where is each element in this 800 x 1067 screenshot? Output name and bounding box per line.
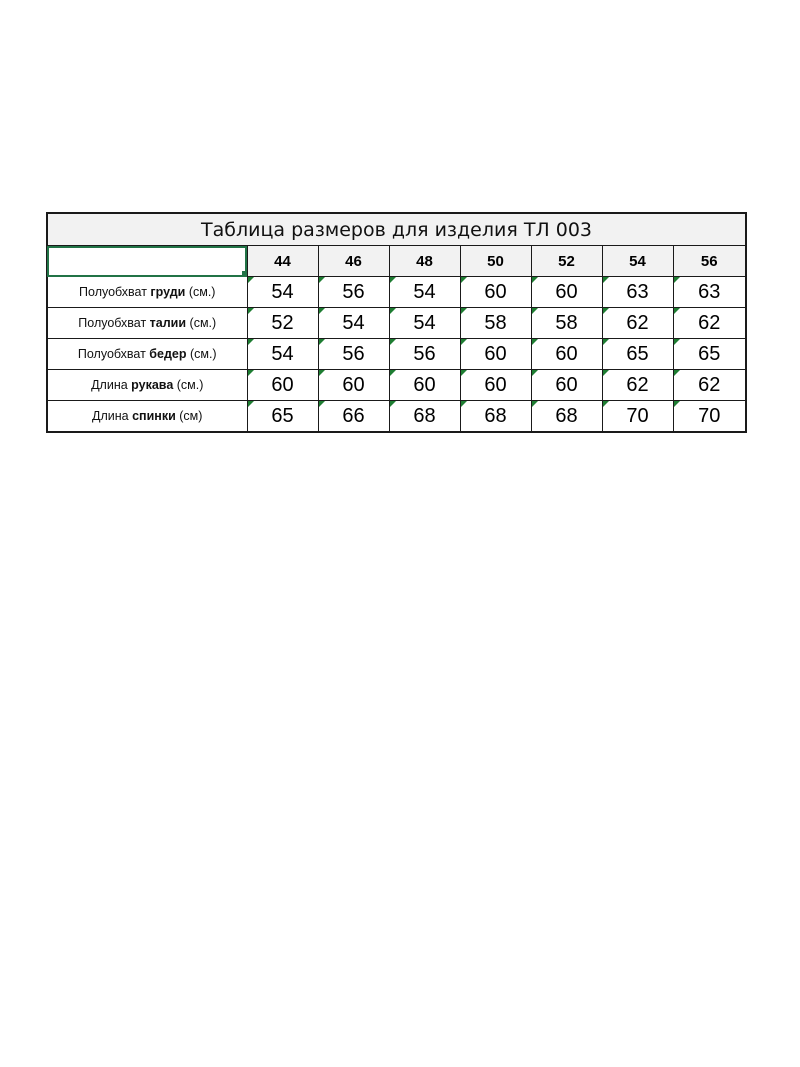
value-text: 62 <box>698 373 721 396</box>
value-cell[interactable] <box>247 401 318 433</box>
value-text: 60 <box>413 373 436 396</box>
value-text: 56 <box>342 280 365 303</box>
value-text: 62 <box>626 311 649 334</box>
number-as-text-warning-icon <box>674 277 680 283</box>
table-row <box>47 339 746 370</box>
value-cell[interactable] <box>673 277 746 308</box>
value-cell[interactable] <box>460 339 531 370</box>
value-cell[interactable] <box>389 277 460 308</box>
number-as-text-warning-icon <box>319 370 325 376</box>
label-unit: (см.) <box>186 316 217 330</box>
label-unit: (см.) <box>173 378 204 392</box>
size-header-cell[interactable]: 44 <box>247 246 318 277</box>
label-prefix: Полуобхват <box>79 285 151 299</box>
table-row <box>47 401 746 433</box>
value-cell[interactable] <box>602 401 673 433</box>
number-as-text-warning-icon <box>248 277 254 283</box>
value-cell[interactable] <box>602 339 673 370</box>
value-cell[interactable] <box>247 308 318 339</box>
number-as-text-warning-icon <box>603 308 609 314</box>
value-text: 60 <box>484 342 507 365</box>
value-text: 60 <box>342 373 365 396</box>
label-unit: (см) <box>175 409 203 423</box>
number-as-text-warning-icon <box>674 370 680 376</box>
number-as-text-warning-icon <box>603 401 609 407</box>
value-text: 62 <box>698 311 721 334</box>
number-as-text-warning-icon <box>390 308 396 314</box>
value-text: 60 <box>555 373 578 396</box>
number-as-text-warning-icon <box>603 370 609 376</box>
value-cell[interactable] <box>318 401 389 433</box>
number-as-text-warning-icon <box>390 370 396 376</box>
number-as-text-warning-icon <box>461 339 467 345</box>
size-header-cell[interactable]: 46 <box>318 246 389 277</box>
value-text: 56 <box>413 342 436 365</box>
value-cell[interactable] <box>318 370 389 401</box>
label-prefix: Длина <box>91 378 132 392</box>
number-as-text-warning-icon <box>674 339 680 345</box>
number-as-text-warning-icon <box>461 370 467 376</box>
value-text: 58 <box>555 311 578 334</box>
value-text: 60 <box>555 342 578 365</box>
value-cell[interactable] <box>460 401 531 433</box>
size-header-cell[interactable]: 56 <box>673 246 746 277</box>
value-text: 54 <box>413 311 436 334</box>
value-text: 65 <box>698 342 721 365</box>
value-cell[interactable] <box>602 277 673 308</box>
value-text: 56 <box>342 342 365 365</box>
value-cell[interactable] <box>318 308 389 339</box>
number-as-text-warning-icon <box>461 277 467 283</box>
measurement-label-cell[interactable] <box>47 401 247 433</box>
table-row <box>47 277 746 308</box>
value-cell[interactable] <box>247 370 318 401</box>
number-as-text-warning-icon <box>390 277 396 283</box>
number-as-text-warning-icon <box>603 339 609 345</box>
number-as-text-warning-icon <box>390 401 396 407</box>
value-text: 54 <box>413 280 436 303</box>
value-text: 52 <box>271 311 294 334</box>
number-as-text-warning-icon <box>603 277 609 283</box>
value-text: 54 <box>271 342 294 365</box>
value-cell[interactable] <box>602 370 673 401</box>
value-cell[interactable] <box>531 370 602 401</box>
value-cell[interactable] <box>318 277 389 308</box>
number-as-text-warning-icon <box>319 339 325 345</box>
number-as-text-warning-icon <box>674 308 680 314</box>
size-header-cell[interactable]: 54 <box>602 246 673 277</box>
number-as-text-warning-icon <box>461 401 467 407</box>
size-header-cell[interactable]: 50 <box>460 246 531 277</box>
number-as-text-warning-icon <box>532 339 538 345</box>
value-cell[interactable] <box>531 277 602 308</box>
number-as-text-warning-icon <box>532 370 538 376</box>
value-cell[interactable] <box>673 308 746 339</box>
value-cell[interactable] <box>673 370 746 401</box>
value-cell[interactable] <box>531 308 602 339</box>
label-prefix: Полуобхват <box>77 347 150 361</box>
number-as-text-warning-icon <box>248 339 254 345</box>
label-measurement: спинки <box>132 409 176 423</box>
measurement-label-cell[interactable] <box>47 308 247 339</box>
number-as-text-warning-icon <box>319 308 325 314</box>
size-header-cell[interactable]: 52 <box>531 246 602 277</box>
size-header-cell[interactable]: 48 <box>389 246 460 277</box>
value-text: 70 <box>626 404 649 427</box>
value-cell[interactable] <box>531 401 602 433</box>
value-cell[interactable] <box>247 277 318 308</box>
value-cell[interactable] <box>460 277 531 308</box>
value-text: 66 <box>342 404 365 427</box>
measurement-label-cell[interactable] <box>47 339 247 370</box>
label-prefix: Длина <box>92 409 133 423</box>
label-measurement: талии <box>149 316 187 330</box>
value-text: 62 <box>626 373 649 396</box>
number-as-text-warning-icon <box>319 401 325 407</box>
value-text: 68 <box>555 404 578 427</box>
value-text: 60 <box>484 280 507 303</box>
number-as-text-warning-icon <box>319 277 325 283</box>
value-text: 68 <box>484 404 507 427</box>
value-text: 54 <box>271 280 294 303</box>
value-cell[interactable] <box>673 339 746 370</box>
number-as-text-warning-icon <box>248 401 254 407</box>
value-text: 54 <box>342 311 365 334</box>
label-unit: (см.) <box>186 347 217 361</box>
value-cell[interactable] <box>531 339 602 370</box>
value-cell[interactable] <box>673 401 746 433</box>
value-text: 60 <box>271 373 294 396</box>
value-text: 65 <box>271 404 294 427</box>
value-cell[interactable] <box>389 308 460 339</box>
value-cell[interactable] <box>460 308 531 339</box>
value-text: 63 <box>698 280 721 303</box>
value-text: 58 <box>484 311 507 334</box>
value-cell[interactable] <box>602 308 673 339</box>
label-prefix: Полуобхват <box>78 316 150 330</box>
value-cell[interactable] <box>247 339 318 370</box>
number-as-text-warning-icon <box>390 339 396 345</box>
value-text: 60 <box>555 280 578 303</box>
label-measurement: рукава <box>131 378 174 392</box>
value-text: 68 <box>413 404 436 427</box>
number-as-text-warning-icon <box>248 308 254 314</box>
table-row <box>47 370 746 401</box>
number-as-text-warning-icon <box>532 277 538 283</box>
table-row <box>47 308 746 339</box>
measurement-label-cell[interactable] <box>47 370 247 401</box>
table-title[interactable]: Таблица размеров для изделия ТЛ 003 <box>47 213 746 246</box>
value-text: 70 <box>698 404 721 427</box>
value-cell[interactable] <box>389 401 460 433</box>
number-as-text-warning-icon <box>461 308 467 314</box>
value-cell[interactable] <box>389 339 460 370</box>
value-text: 60 <box>484 373 507 396</box>
value-cell[interactable] <box>318 339 389 370</box>
label-measurement: груди <box>150 285 186 299</box>
number-as-text-warning-icon <box>532 308 538 314</box>
number-as-text-warning-icon <box>674 401 680 407</box>
number-as-text-warning-icon <box>532 401 538 407</box>
size-chart-table <box>46 212 747 433</box>
fill-handle[interactable] <box>242 271 247 276</box>
value-cell[interactable] <box>389 370 460 401</box>
value-text: 63 <box>626 280 649 303</box>
value-cell[interactable] <box>460 370 531 401</box>
label-measurement: бедер <box>149 347 187 361</box>
selected-empty-cell[interactable] <box>47 246 247 277</box>
number-as-text-warning-icon <box>248 370 254 376</box>
value-text: 65 <box>626 342 649 365</box>
label-unit: (см.) <box>185 285 216 299</box>
measurement-label-cell[interactable] <box>47 277 247 308</box>
